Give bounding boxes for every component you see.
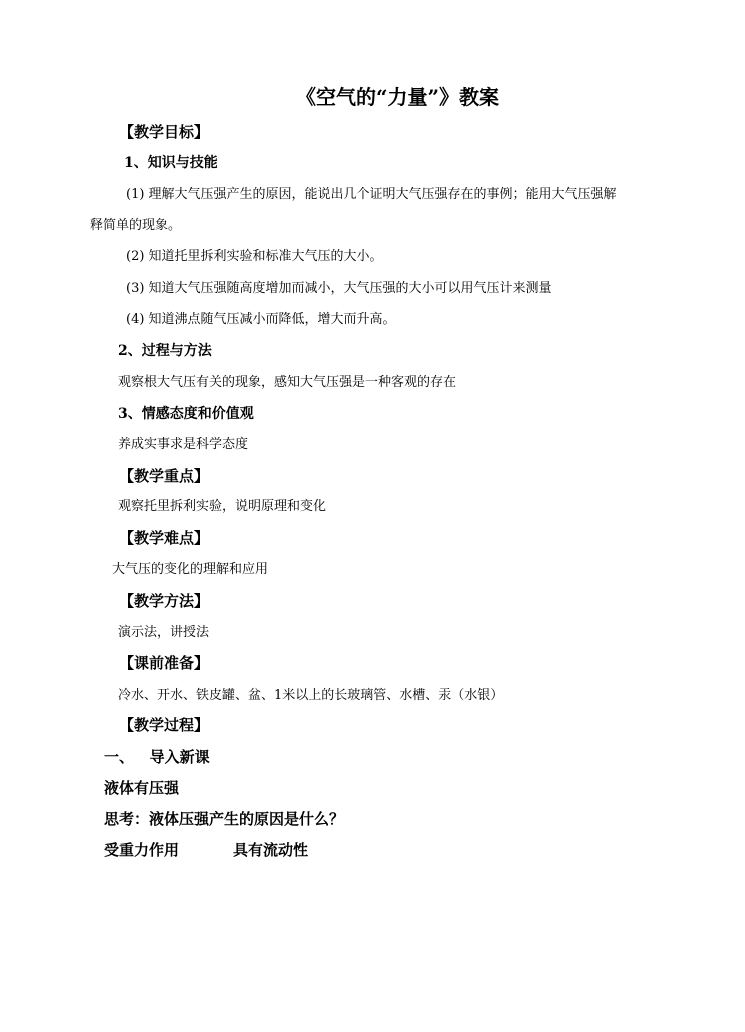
key-points-text: 观察托里拆利实验，说明原理和变化 xyxy=(118,499,327,514)
methods-text: 演示法，讲授法 xyxy=(118,625,210,640)
process-method-title: 2、过程与方法 xyxy=(118,343,212,359)
knowledge-item-1: (1) 理解大气压强产生的原因，能说出几个证明大气压强存在的事例；能用大气压强解 xyxy=(126,187,617,202)
thinking-question: 思考：液体压强产生的原因是什么？ xyxy=(104,810,345,828)
knowledge-item-1-continued: 释简单的现象。 xyxy=(90,218,182,233)
process-method-text: 观察根大气压有关的现象，感知大气压强是一种客观的存在 xyxy=(118,375,457,390)
knowledge-item-4: (4) 知道沸点随气压减小而降低，增大而升高。 xyxy=(126,312,396,327)
attitude-title: 3、情感态度和价值观 xyxy=(118,406,254,422)
knowledge-skills-title: 1、知识与技能 xyxy=(124,155,218,171)
objectives-heading: 【教学目标】 xyxy=(119,123,210,141)
key-points-heading: 【教学重点】 xyxy=(119,467,210,485)
answer-fluidity: 具有流动性 xyxy=(233,841,309,859)
knowledge-item-3: (3) 知道大气压强随高度增加而减小，大气压强的大小可以用气压计来测量 xyxy=(126,281,552,296)
attitude-text: 养成实事求是科学态度 xyxy=(118,437,249,452)
page-title: 《空气的“力量”》教案 xyxy=(295,85,499,109)
difficulties-text: 大气压的变化的理解和应用 xyxy=(112,562,269,577)
difficulties-heading: 【教学难点】 xyxy=(119,529,210,547)
knowledge-item-2: (2) 知道托里拆利实验和标准大气压的大小。 xyxy=(126,249,383,264)
liquid-pressure-line: 液体有压强 xyxy=(104,779,180,797)
preparation-text: 冷水、开水、铁皮罐、盆、1米以上的长玻璃管、水槽、汞（水银） xyxy=(118,688,504,703)
methods-heading: 【教学方法】 xyxy=(119,592,210,610)
answer-gravity: 受重力作用 xyxy=(104,841,180,859)
part-one-title: 一、 导入新课 xyxy=(104,748,210,766)
teaching-process-heading: 【教学过程】 xyxy=(119,716,210,734)
preparation-heading: 【课前准备】 xyxy=(119,654,210,672)
